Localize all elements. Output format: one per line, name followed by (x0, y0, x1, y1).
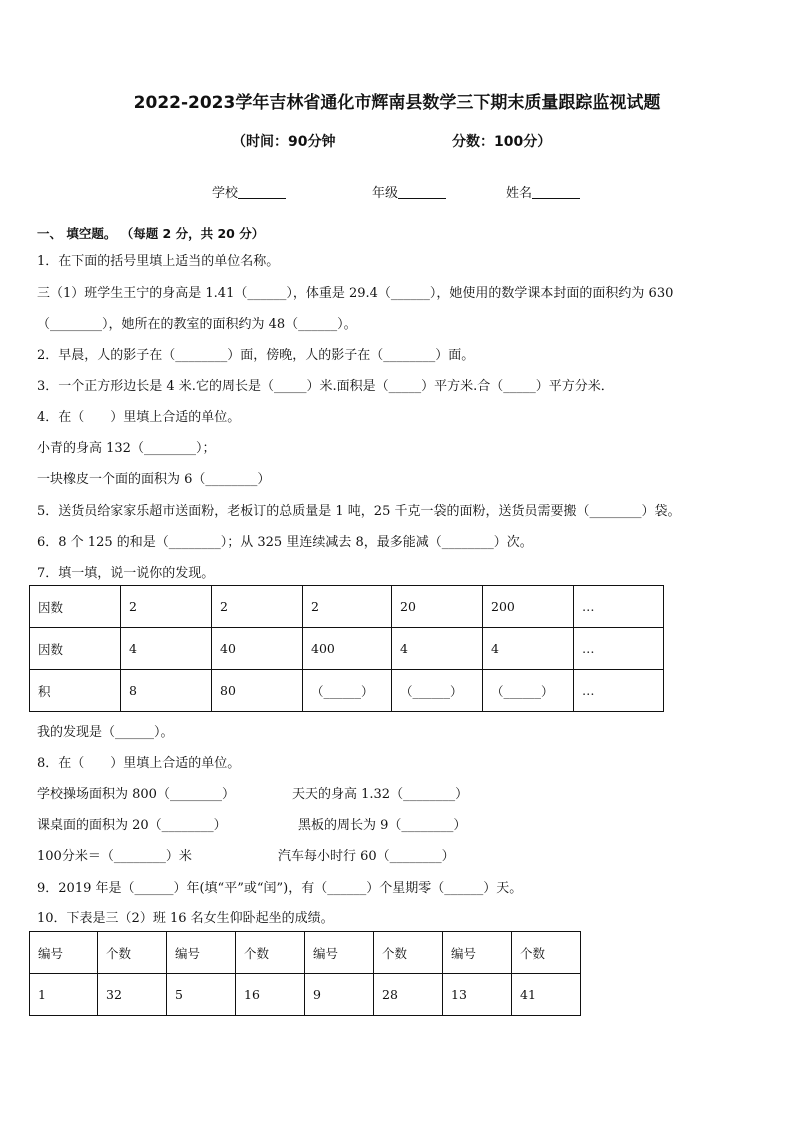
question-7: 7．填一填，说一说你的发现。 (37, 566, 215, 581)
question-3: 3．一个正方形边长是 4 米.它的周长是（_____）米.面积是（_____）平方米.合（_____）平方分米． (37, 379, 614, 394)
table-cell: 4 (392, 628, 483, 670)
question-8-item: 汽车每小时行 60（________） (278, 849, 455, 864)
table-cell: 因数 (30, 628, 121, 670)
table-cell: 2 (303, 586, 392, 628)
question-2: 2．早晨，人的影子在（________）面，傍晚，人的影子在（________）面。 (37, 348, 475, 363)
table-header-cell: 个数 (374, 932, 443, 974)
table-cell: 32 (98, 974, 167, 1016)
table-cell: 16 (236, 974, 305, 1016)
table-cell: 积 (30, 670, 121, 712)
table-cell: 28 (374, 974, 443, 1016)
table-header-cell: 个数 (98, 932, 167, 974)
table-row (30, 670, 664, 712)
question-8-item: 学校操场面积为 800（________） (37, 787, 235, 802)
table-row (30, 586, 664, 628)
table-question-10 (29, 931, 581, 1016)
question-7-discovery: 我的发现是（______）。 (37, 725, 174, 740)
table-cell: 80 (212, 670, 303, 712)
table-header-cell: 个数 (236, 932, 305, 974)
table-header-cell: 编号 (30, 932, 98, 974)
question-5: 5．送货员给家家乐超市送面粉，老板订的总质量是 1 吨，25 千克一袋的面粉，送货员需要搬（________）袋。 (37, 504, 681, 519)
answer-blank[interactable]: （______） (483, 670, 574, 712)
table-cell: 4 (483, 628, 574, 670)
table-cell: 200 (483, 586, 574, 628)
name-field[interactable] (506, 182, 580, 201)
question-8: 8．在（ ）里填上合适的单位。 (37, 756, 241, 771)
table-header-cell: 个数 (512, 932, 581, 974)
table-cell: 8 (121, 670, 212, 712)
grade-blank[interactable] (398, 186, 446, 199)
table-cell: 1 (30, 974, 98, 1016)
question-8-item: 黑板的周长为 9（________） (298, 818, 467, 833)
table-header-cell: 编号 (443, 932, 512, 974)
page-title: 2022-2023学年吉林省通化市辉南县数学三下期末质量跟踪监视试题 (133, 93, 661, 113)
exam-score: 分数：100分） (452, 134, 552, 150)
table-row (30, 974, 581, 1016)
question-9: 9．2019 年是（______）年(填“平”或“闰”)，有（______）个星期零（______）天。 (37, 881, 523, 896)
question-4-line-b: 一块橡皮一个面的面积为 6（________） (37, 472, 271, 487)
answer-blank[interactable]: （______） (392, 670, 483, 712)
school-blank[interactable] (238, 186, 286, 199)
table-cell: … (574, 628, 664, 670)
school-field[interactable] (212, 182, 286, 201)
table-row (30, 932, 581, 974)
grade-label: 年级 (372, 186, 399, 201)
section-heading: 一、 填空题。 （每题 2 分，共 20 分） (37, 226, 265, 241)
table-row (30, 628, 664, 670)
table-cell: … (574, 586, 664, 628)
table-cell: 4 (121, 628, 212, 670)
table-header-cell: 编号 (305, 932, 374, 974)
table-cell: 13 (443, 974, 512, 1016)
name-blank[interactable] (532, 186, 580, 199)
school-label: 学校 (212, 186, 239, 201)
question-1-line-b: （________），她所在的教室的面积约为 48（______）。 (37, 317, 357, 332)
question-4-line-a: 小青的身高 132（________）； (37, 441, 216, 456)
table-cell: 9 (305, 974, 374, 1016)
table-cell: … (574, 670, 664, 712)
table-cell: 40 (212, 628, 303, 670)
table-cell: 20 (392, 586, 483, 628)
question-4: 4．在（ ）里填上合适的单位。 (37, 410, 241, 425)
question-8-item: 课桌面的面积为 20（________） (37, 818, 227, 833)
table-question-7 (29, 585, 664, 712)
name-label: 姓名 (506, 186, 533, 201)
question-1-line-a: 三（1）班学生王宁的身高是 1.41（______），体重是 29.4（______），她使用的数学课本封面的面积约为 630 (37, 286, 674, 301)
table-cell: 2 (121, 586, 212, 628)
question-1: 1．在下面的括号里填上适当的单位名称。 (37, 254, 280, 269)
table-cell: 41 (512, 974, 581, 1016)
question-8-item: 100分米＝（________）米 (37, 849, 192, 864)
table-cell: 5 (167, 974, 236, 1016)
table-cell: 400 (303, 628, 392, 670)
question-10: 10．下表是三（2）班 16 名女生仰卧起坐的成绩。 (37, 911, 334, 926)
answer-blank[interactable]: （______） (303, 670, 392, 712)
exam-time: （时间：90分钟 (232, 134, 336, 150)
table-cell: 2 (212, 586, 303, 628)
question-6: 6．8 个 125 的和是（________）；从 325 里连续减去 8，最多能减（________）次。 (37, 535, 533, 550)
table-cell: 因数 (30, 586, 121, 628)
table-header-cell: 编号 (167, 932, 236, 974)
grade-field[interactable] (372, 182, 446, 201)
question-8-item: 天天的身高 1.32（________） (292, 787, 469, 802)
